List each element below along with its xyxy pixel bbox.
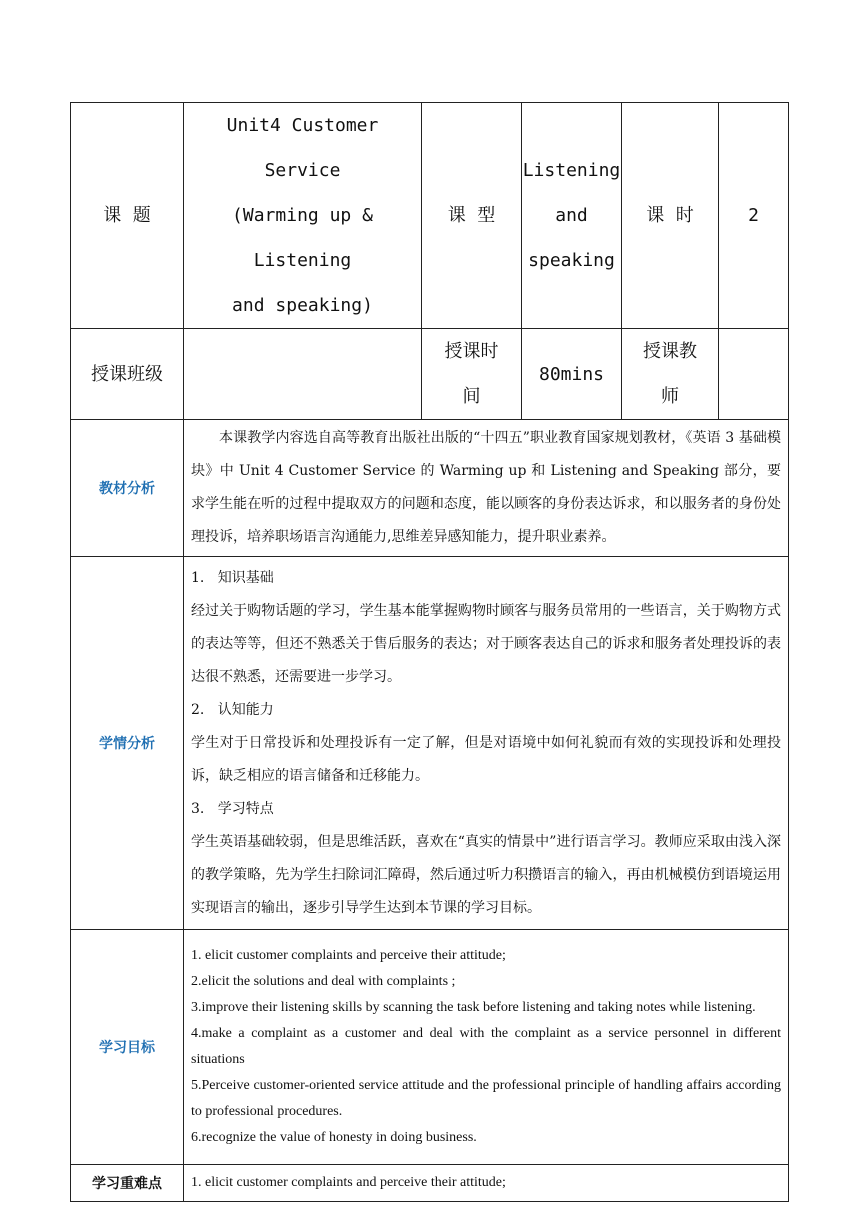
- type-value: [522, 103, 622, 329]
- lesson-plan-table: [70, 102, 789, 1202]
- students-analysis: [184, 557, 789, 930]
- objectives-label: 学习目标: [71, 930, 184, 1165]
- textbook-row: [71, 420, 789, 557]
- students-para-3: 学生英语基础较弱，但是思维活跃，喜欢在“真实的情景中”进行语言学习。教师应采取由浅入深的教学策略，先为学生扫除词汇障碍，然后通过听力积攒语言的输入，再由机械模仿到语境运用实现语言的输出，逐步引导学生达到本节课的学习目标。: [191, 833, 781, 916]
- objectives-list: [184, 930, 789, 1165]
- students-label: 学情分析: [71, 557, 184, 930]
- class-label: 授课班级: [71, 329, 184, 420]
- students-para-2: 学生对于日常投诉和处理投诉有一定了解，但是对语境中如何礼貌而有效的实现投诉和处理投诉，缺乏相应的语言储备和迁移能力。: [191, 734, 781, 784]
- topic-value: [184, 103, 422, 329]
- class-value: [184, 329, 422, 420]
- key-points-row: [71, 1165, 789, 1202]
- objective-item: 3.improve their listening skills by scanning the task before listening and taking notes while listening.: [191, 1000, 756, 1015]
- textbook-label: 教材分析: [71, 420, 184, 557]
- teacher-label: [622, 329, 719, 420]
- type-line-2: and: [555, 205, 588, 226]
- students-para-1: 经过关于购物话题的学习，学生基本能掌握购物时顾客与服务员常用的一些语言，关于购物方式的表达等等，但还不熟悉关于售后服务的表达；对于顾客表达自己的诉求和服务者处理投诉的表达很不熟悉，还需要进一步学习。: [191, 602, 781, 685]
- header-row-2: [71, 329, 789, 420]
- teacher-label-line-2: 师: [661, 386, 679, 407]
- students-heading-1: 1. 知识基础: [191, 569, 274, 586]
- hours-value: 2: [719, 103, 789, 329]
- topic-line-1: Unit4 Customer Service: [226, 115, 379, 181]
- key-point-item: 1. elicit customer complaints and perceive their attitude;: [191, 1175, 506, 1190]
- key-points-content: [184, 1165, 789, 1202]
- time-label: [422, 329, 522, 420]
- time-label-line-2: 间: [462, 386, 481, 407]
- objective-item: 5.Perceive customer-oriented service attitude and the professional principle of handling affairs according to professional procedures.: [191, 1078, 781, 1119]
- textbook-analysis: [184, 420, 789, 557]
- topic-label: 课 题: [71, 103, 184, 329]
- textbook-text: 本课教学内容选自高等教育出版社出版的“十四五”职业教育国家规划教材，《英语 3 基础模块》中 Unit 4 Customer Service 的 Warming up 和 Listening and Speaking 部分，要求学生能在听的过程中提取双方的问题和态度，能以顾客的身份表达诉求，和以服务者的身份处理投诉，培养职场语言沟通能力,思维差异感知能力，提升职业素养。: [191, 430, 781, 545]
- students-row: [71, 557, 789, 930]
- objective-item: 6.recognize the value of honesty in doing business.: [191, 1130, 477, 1145]
- objective-item: 2.elicit the solutions and deal with complaints ;: [191, 974, 456, 989]
- objective-item: 4.make a complaint as a customer and deal with the complaint as a service personnel in different situations: [191, 1026, 781, 1067]
- hours-label: 课 时: [622, 103, 719, 329]
- type-label: 课 型: [422, 103, 522, 329]
- header-row-1: [71, 103, 789, 329]
- objective-item: 1. elicit customer complaints and perceive their attitude;: [191, 948, 506, 963]
- topic-line-3: and speaking): [232, 295, 373, 316]
- type-line-3: speaking: [528, 250, 615, 271]
- key-points-label: 学习重难点: [71, 1165, 184, 1202]
- time-label-line-1: 授课时: [444, 341, 499, 362]
- time-value: 80mins: [522, 329, 622, 420]
- topic-line-2: (Warming up & Listening: [232, 205, 373, 271]
- students-heading-2: 2. 认知能力: [191, 701, 274, 718]
- type-line-1: Listening: [522, 160, 621, 181]
- students-heading-3: 3. 学习特点: [191, 800, 274, 817]
- teacher-label-line-1: 授课教: [643, 341, 697, 362]
- teacher-value: [719, 329, 789, 420]
- objectives-row: [71, 930, 789, 1165]
